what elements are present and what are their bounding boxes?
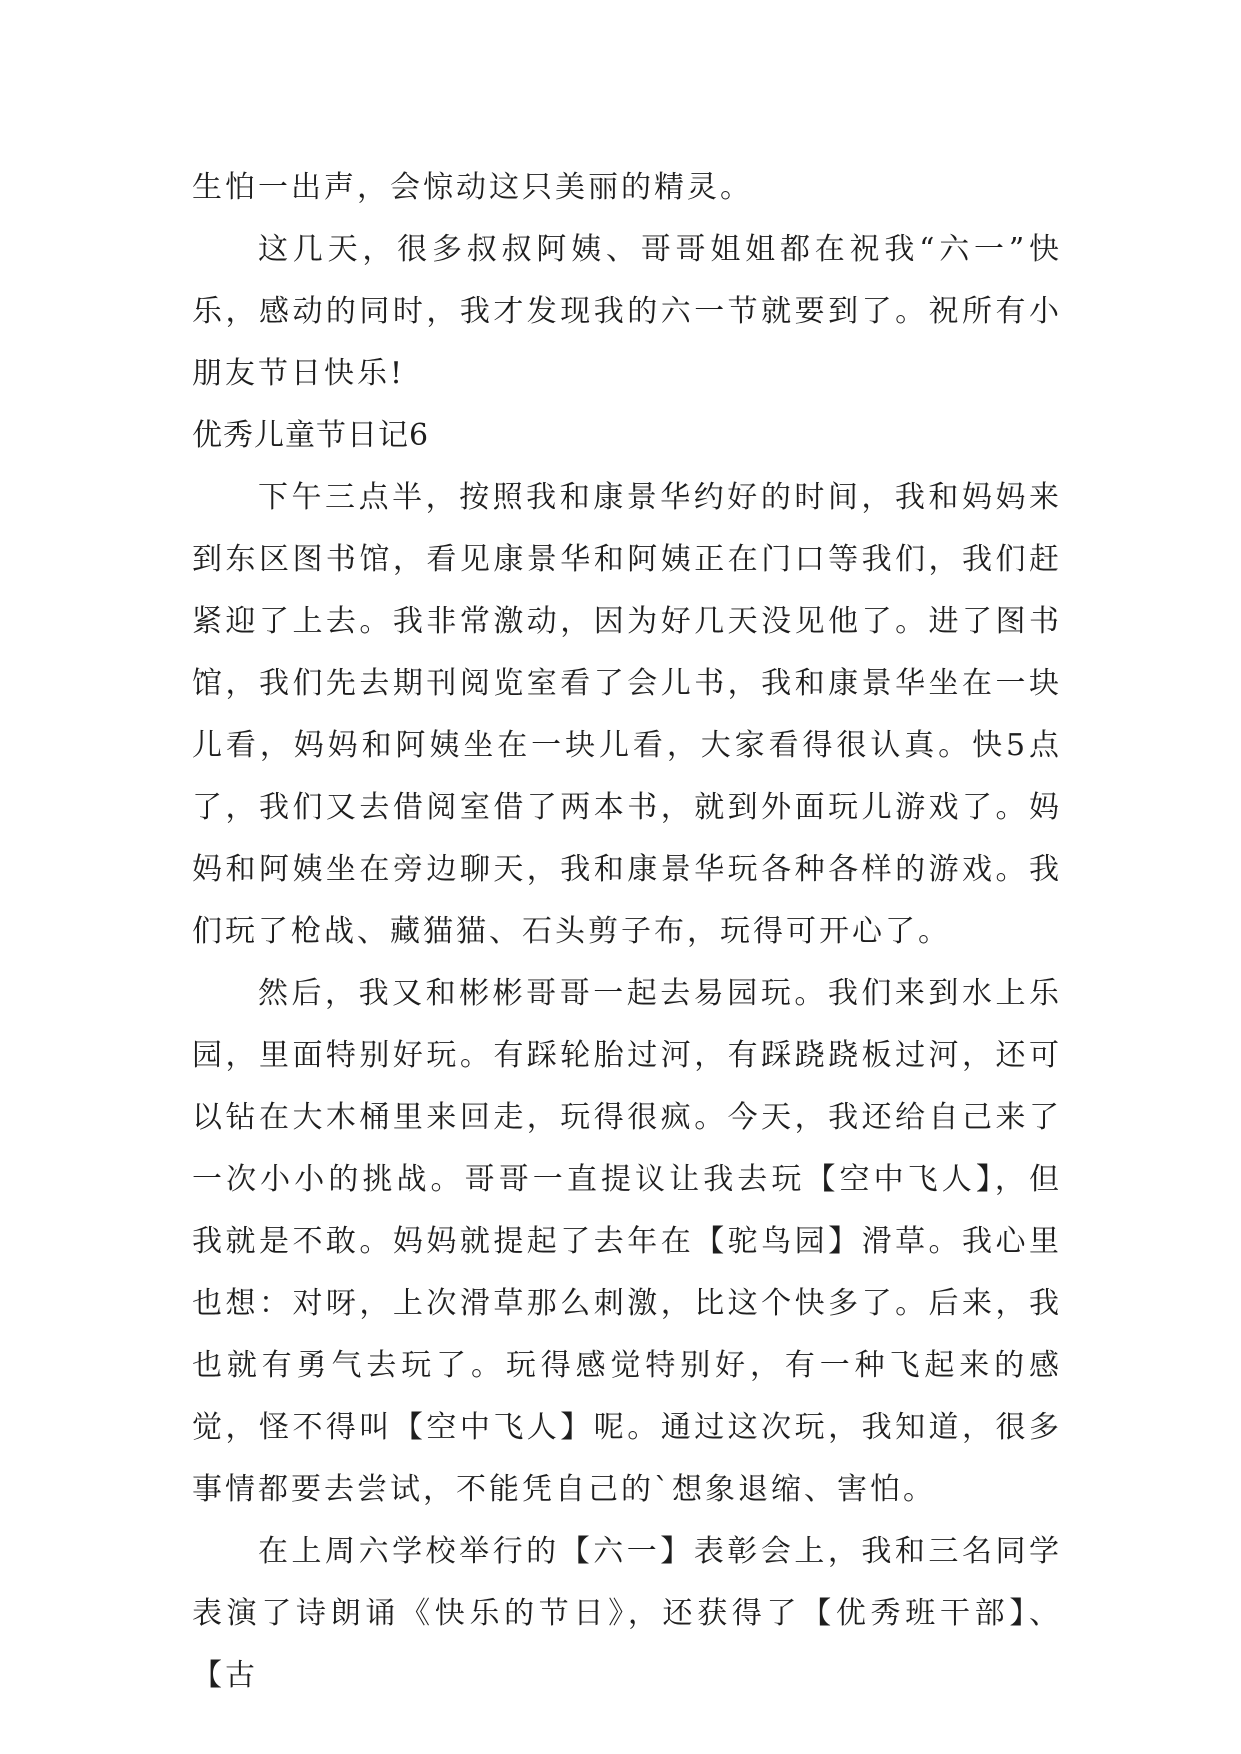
paragraph-award-ceremony: 在上周六学校举行的【六一】表彰会上，我和三名同学表演了诗朗诵《快乐的节日》，还获得了【优秀班干部】、【古 [192,1534,1062,1693]
document-body [192,157,1062,1707]
paragraph-festival-wishes: 这几天，很多叔叔阿姨、哥哥姐姐都在祝我“六一”快乐，感动的同时，我才发现我的六一节就要到了。祝所有小朋友节日快乐! [192,232,1062,391]
section-heading: 优秀儿童节日记6 [192,418,430,453]
paragraph-water-park: 然后，我又和彬彬哥哥一起去易园玩。我们来到水上乐园，里面特别好玩。有踩轮胎过河，有踩跷跷板过河，还可以钻在大木桶里来回走，玩得很疯。今天，我还给自己来了一次小小的挑战。哥哥一直提议让我去玩【空中飞人】，但我就是不敢。妈妈就提起了去年在【驼鸟园】滑草。我心里也想：对呀，上次滑草那么刺激，比这个快多了。后来，我也就有勇气去玩了。玩得感觉特别好，有一种飞起来的感觉，怪不得叫【空中飞人】呢。通过这次玩，我知道，很多事情都要去尝试，不能凭自己的`想象退缩、害怕。 [192,976,1062,1507]
paragraph-continuation: 生怕一出声，会惊动这只美丽的精灵。 [192,170,753,205]
paragraph-library-visit: 下午三点半，按照我和康景华约好的时间，我和妈妈来到东区图书馆，看见康景华和阿姨正在门口等我们，我们赶紧迎了上去。我非常激动，因为好几天没见他了。进了图书馆，我们先去期刊阅览室看了会儿书，我和康景华坐在一块儿看，妈妈和阿姨坐在一块儿看，大家看得很认真。快5点了，我们又去借阅室借了两本书，就到外面玩儿游戏了。妈妈和阿姨坐在旁边聊天，我和康景华玩各种各样的游戏。我们玩了枪战、藏猫猫、石头剪子布，玩得可开心了。 [192,480,1062,949]
